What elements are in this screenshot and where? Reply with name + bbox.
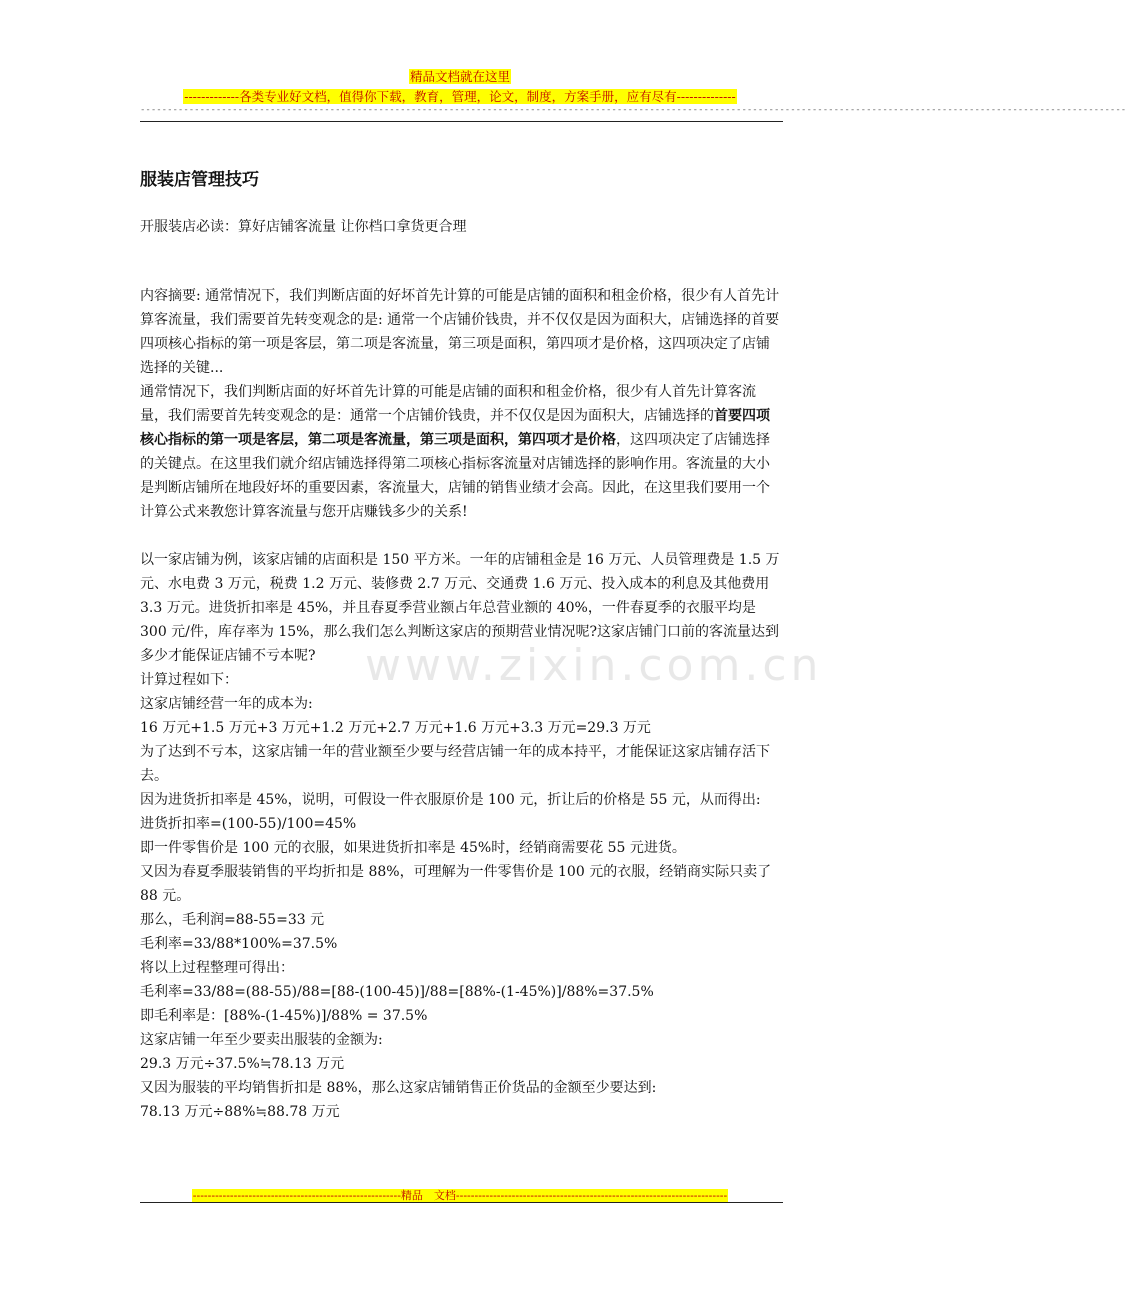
calc-line: 将以上过程整理可得出： [140, 960, 294, 976]
calc-line: 那么，毛利润=88-55=33 元 [140, 912, 325, 928]
subtitle: 开服装店必读：算好店铺客流量 让你档口拿货更合理 [140, 219, 467, 235]
footer-rule [140, 1202, 783, 1203]
header-rule [140, 121, 783, 122]
calc-line: 又因为春夏季服装销售的平均折扣是 88%，可理解为一件零售价是 100 元的衣服，经销商实际只卖了 88 元。 [140, 864, 772, 904]
summary-paragraph: 内容摘要: 通常情况下，我们判断店面的好坏首先计算的可能是店铺的面积和租金价格，很少有人首先计算客流量，我们需要首先转变观念的是: 通常一个店铺价钱贵，并不仅仅是因为面积大，店铺选择的首要四项核心指标的第一项是客层，第二项是客流量，第三项是面积，第四项才是价格，这四项决定了店铺选择的关键... [140, 288, 780, 376]
calc-line: 为了达到不亏本，这家店铺一年的营业额至少要与经营店铺一年的成本持平，才能保证这家店铺存活下去。 [140, 744, 770, 784]
footer-banner [0, 1184, 920, 1204]
calc-line: 这家店铺一年至少要卖出服装的金额为: [140, 1032, 383, 1048]
header-banner-text: -------------各类专业好文档，值得你下载，教育，管理，论文，制度，方案手册，应有尽有-------------- [184, 89, 736, 104]
example-paragraph: 以一家店铺为例，该家店铺的店面积是 150 平方米。一年的店铺租金是 16 万元、人员管理费是 1.5 万元、水电费 3 万元，税费 1.2 万元、装修费 2.7 万元、交通费 1.6 万元、投入成本的利息及其他费用 3.3 万元。进货折扣率是 45%，并且春夏季营业额占年总营业额的 40%，一件春夏季的衣服平均是 300 元/件，库存率为 15%，那么我们怎么判断这家店的预期营业情况呢?这家店铺门口前的客流量达到多少才能保证店铺不亏本呢? [140, 552, 780, 664]
calc-line: 29.3 万元÷37.5%≒78.13 万元 [140, 1056, 345, 1072]
intro-text-c: ，这四项决定了店铺选择的关键点。在这里我们就介绍店铺选择得第二项核心指标客流量对店铺选择的影响作用。客流量的大小是判断店铺所在地段好坏的重要因素，客流量大，店铺的销售业绩才会高。因此，在这里我们要用一个计算公式来教您计算客流量与您开店赚钱多少的关系! [140, 432, 770, 520]
header-banner [0, 86, 920, 105]
footer-text: --------------------------------------------------------精品 文档------------------------------------------------------------------------- [192, 1189, 728, 1202]
watermark: www.zixin.com.cn [365, 640, 823, 691]
calc-line: 即毛利率是：[88%-(1-45%)]/88% = 37.5% [140, 1008, 428, 1024]
calc-line: 计算过程如下： [140, 672, 238, 688]
paragraph-gap [140, 524, 783, 548]
calc-line: 毛利率=33/88=(88-55)/88=[88-(100-45)]/88=[88%-(1-45%)]/88%=37.5% [140, 984, 654, 1000]
document-body [140, 284, 783, 1124]
calc-line: 进货折扣率=(100-55)/100=45% [140, 816, 357, 832]
calc-line: 因为进货折扣率是 45%，说明，可假设一件衣服原价是 100 元，折让后的价格是 55 元，从而得出: [140, 792, 761, 808]
intro-paragraph [140, 380, 783, 524]
intro-text-a: 通常情况下，我们判断店面的好坏首先计算的可能是店铺的面积和租金价格，很少有人首先计算客流量，我们需要首先转变观念的是：通常一个店铺价钱贵，并不仅仅是因为面积大，店铺选择的 [140, 384, 756, 424]
calc-line: 这家店铺经营一年的成本为: [140, 696, 313, 712]
header-top [0, 66, 920, 85]
calc-line: 又因为服装的平均销售折扣是 88%，那么这家店铺销售正价货品的金额至少要达到: [140, 1080, 657, 1096]
calc-line: 78.13 万元÷88%≒88.78 万元 [140, 1104, 340, 1120]
calc-line: 16 万元+1.5 万元+3 万元+1.2 万元+2.7 万元+1.6 万元+3.3 万元=29.3 万元 [140, 720, 651, 736]
calc-line: 即一件零售价是 100 元的衣服，如果进货折扣率是 45%时，经销商需要花 55 元进货。 [140, 840, 686, 856]
header-top-text: 精品文档就在这里 [409, 69, 510, 84]
header-dashes: -------------------------------------------------------------------------------------------------------------------------------------------------------------------------------------- [140, 105, 1126, 115]
page-title: 服装店管理技巧 [140, 170, 259, 190]
intro-bold-text: 首要四项核心指标的第一项是客层，第二项是客流量，第三项是面积，第四项才是价格 [140, 408, 770, 448]
calc-line: 毛利率=33/88*100%=37.5% [140, 936, 338, 952]
